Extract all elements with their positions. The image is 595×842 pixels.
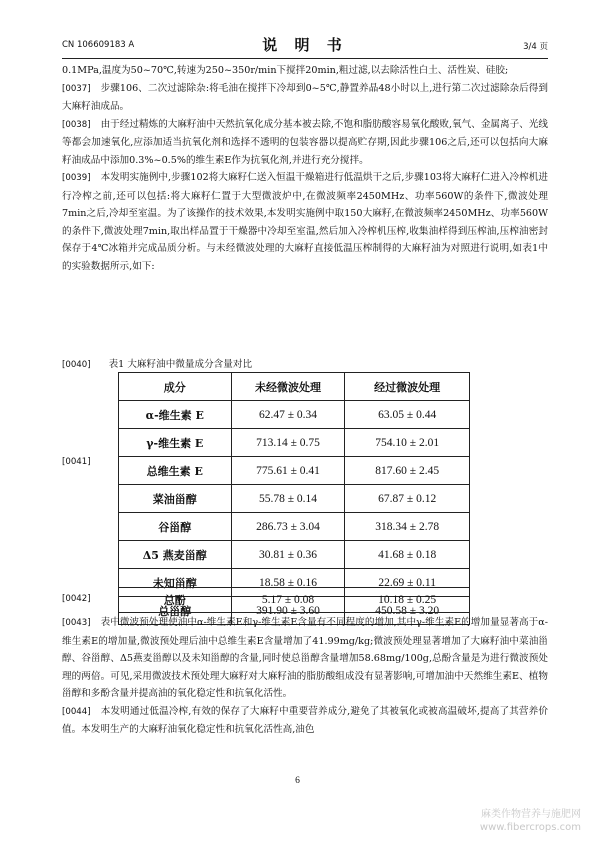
cell-treated: 67.87 ± 0.12: [345, 485, 470, 513]
cell-treated: 754.10 ± 2.01: [345, 429, 470, 457]
table-row: [119, 485, 470, 513]
cell-untreated: 391.90 ± 3.60: [231, 597, 345, 625]
row-label: 总维生素 E: [119, 457, 232, 485]
table-header-row: [119, 373, 470, 401]
row-label: Δ5 燕麦甾醇: [119, 541, 232, 569]
column-header: 成分: [119, 373, 232, 401]
cell-treated: 318.34 ± 2.78: [345, 513, 470, 541]
paragraph-number: [0044]: [62, 706, 91, 717]
paragraph-number: [0038]: [62, 119, 91, 130]
paragraph-number: [0040]: [62, 360, 91, 370]
watermark-url: www.fibercrops.com: [479, 822, 581, 833]
cell-treated: 63.05 ± 0.44: [345, 401, 470, 429]
page-reference: 3/4 页: [523, 42, 548, 52]
paragraph-0037: [0037] 步骤106、二次过滤除杂:将毛油在搅拌下冷却到0~5℃,静置养晶48小时以上,进行第二次过滤除杂后得到大麻籽油成品。: [62, 82, 548, 112]
cell-untreated: 775.61 ± 0.41: [231, 457, 345, 485]
paragraph-0044: [0044] 本发明通过低温冷榨,有效的保存了大麻籽中重要营养成分,避免了其被氧化或被高温破坏,提高了其营养价值。本发明生产的大麻籽油氧化稳定性和抗氧化活性高,油色: [62, 705, 548, 735]
row-label: 总甾醇: [119, 597, 232, 625]
cell-treated: 22.69 ± 0.11: [345, 569, 470, 597]
body-top: [62, 62, 548, 275]
table-row: [119, 457, 470, 485]
page-number: 6: [295, 776, 300, 786]
cell-untreated: 5.17 ± 0.08: [231, 588, 345, 613]
row-label: 未知甾醇: [119, 569, 232, 597]
row-label: α-维生素 E: [119, 401, 232, 429]
caption-text: 表1 大麻籽油中微量成分含量对比: [108, 359, 253, 370]
document-title: 说 明 书: [262, 36, 348, 54]
paragraph-number: [0037]: [62, 83, 91, 94]
watermark-title: 麻类作物营养与施肥网: [481, 809, 581, 820]
cell-treated: 817.60 ± 2.45: [345, 457, 470, 485]
header-divider: [62, 58, 548, 59]
cell-treated: 41.68 ± 0.18: [345, 541, 470, 569]
data-table-phenol: [118, 587, 470, 613]
cell-treated: 450.58 ± 3.20: [345, 597, 470, 625]
column-header: 未经微波处理: [231, 373, 345, 401]
patent-number: CN 106609183 A: [62, 40, 135, 50]
table-row: [119, 541, 470, 569]
paragraph-continuation: 0.1MPa,温度为50~70℃,转速为250~350r/min下搅拌20min,粗过滤,以去除活性白土、活性炭、硅胶;: [62, 65, 509, 76]
cell-treated: 10.18 ± 0.25: [345, 588, 470, 613]
paragraph-0043: [0043] 表中微波预处理使油中α-维生素E和γ-维生素E含量有不同程度的增加,其中γ-维生素E的增加量显著高于α-维生素E的增加量,微波预处理后油中总维生素E含量增加了41.99mg/kg;微波预处理显著增加了大麻籽油中菜油甾醇、谷甾醇、Δ5燕麦甾醇以及未知甾醇的含量,同时使总甾醇含量增加58.68mg/100g,总酚含量是为进行微波预处理的两倍。可见,采用微波技术预处理大麻籽对大麻籽油的脂肪酸组成没有显著影响,可增加油中天然维生素E、植物甾醇和多酚含量并提高油的氧化稳定性和抗氧化活性。: [62, 617, 548, 699]
table-row: [119, 429, 470, 457]
row-label: 总酚: [119, 588, 232, 613]
cell-untreated: 30.81 ± 0.36: [231, 541, 345, 569]
paragraph-number: [0043]: [62, 618, 91, 628]
body-bottom: [62, 614, 548, 739]
table-paragraph-number: [0041]: [62, 457, 91, 467]
row-label: γ-维生素 E: [119, 429, 232, 457]
cell-untreated: 55.78 ± 0.14: [231, 485, 345, 513]
column-header: 经过微波处理: [345, 373, 470, 401]
watermark: [480, 808, 581, 834]
row-label: 谷甾醇: [119, 513, 232, 541]
cell-untreated: 286.73 ± 3.04: [231, 513, 345, 541]
cell-untreated: 18.58 ± 0.16: [231, 569, 345, 597]
table-row: [119, 513, 470, 541]
cell-untreated: 713.14 ± 0.75: [231, 429, 345, 457]
page-header: [62, 34, 548, 56]
table-paragraph-number: [0042]: [62, 594, 91, 604]
cell-untreated: 62.47 ± 0.34: [231, 401, 345, 429]
paragraph-0038: [0038] 由于经过精炼的大麻籽油中天然抗氧化成分基本被去除,不饱和脂肪酸容易氧化酸败,氧气、金属离子、光线等都会加速氧化,应添加适当抗氧化剂和选择不透明的包装容器以提高贮存期,因此步骤106之后,还可以包括向大麻籽油成品中添加0.3%~0.5%的维生素E作为抗氧化剂,并进行充分搅拌。: [62, 118, 548, 166]
table-caption: [62, 356, 252, 370]
paragraph-number: [0039]: [62, 173, 91, 183]
paragraph-0039: [0039] 本发明实施例中,步骤102将大麻籽仁送入恒温干燥箱进行低温烘干之后,步骤103将大麻籽仁进入冷榨机进行冷榨之前,还可以包括:将大麻籽仁置于大型微波炉中,在微波频率2450MHz、功率560W的条件下,微波处理7min之后,冷却至室温。为了该操作的技术效果,本发明实施例中取150大麻籽,在微波频率2450MHz、功率560W的条件下,微波处理7min,取出样品置于干燥器中冷却至室温,然后加入冷榨机压榨,收集油样得到压榨油,压榨油密封保存于4℃冰箱并完成品质分析。与未经微波处理的大麻籽直接低温压榨制得的大麻籽油为对照进行说明,如表1中的实验数据所示,如下:: [62, 172, 548, 272]
table-row: [119, 401, 470, 429]
row-label: 菜油甾醇: [119, 485, 232, 513]
table-row: [119, 588, 470, 613]
